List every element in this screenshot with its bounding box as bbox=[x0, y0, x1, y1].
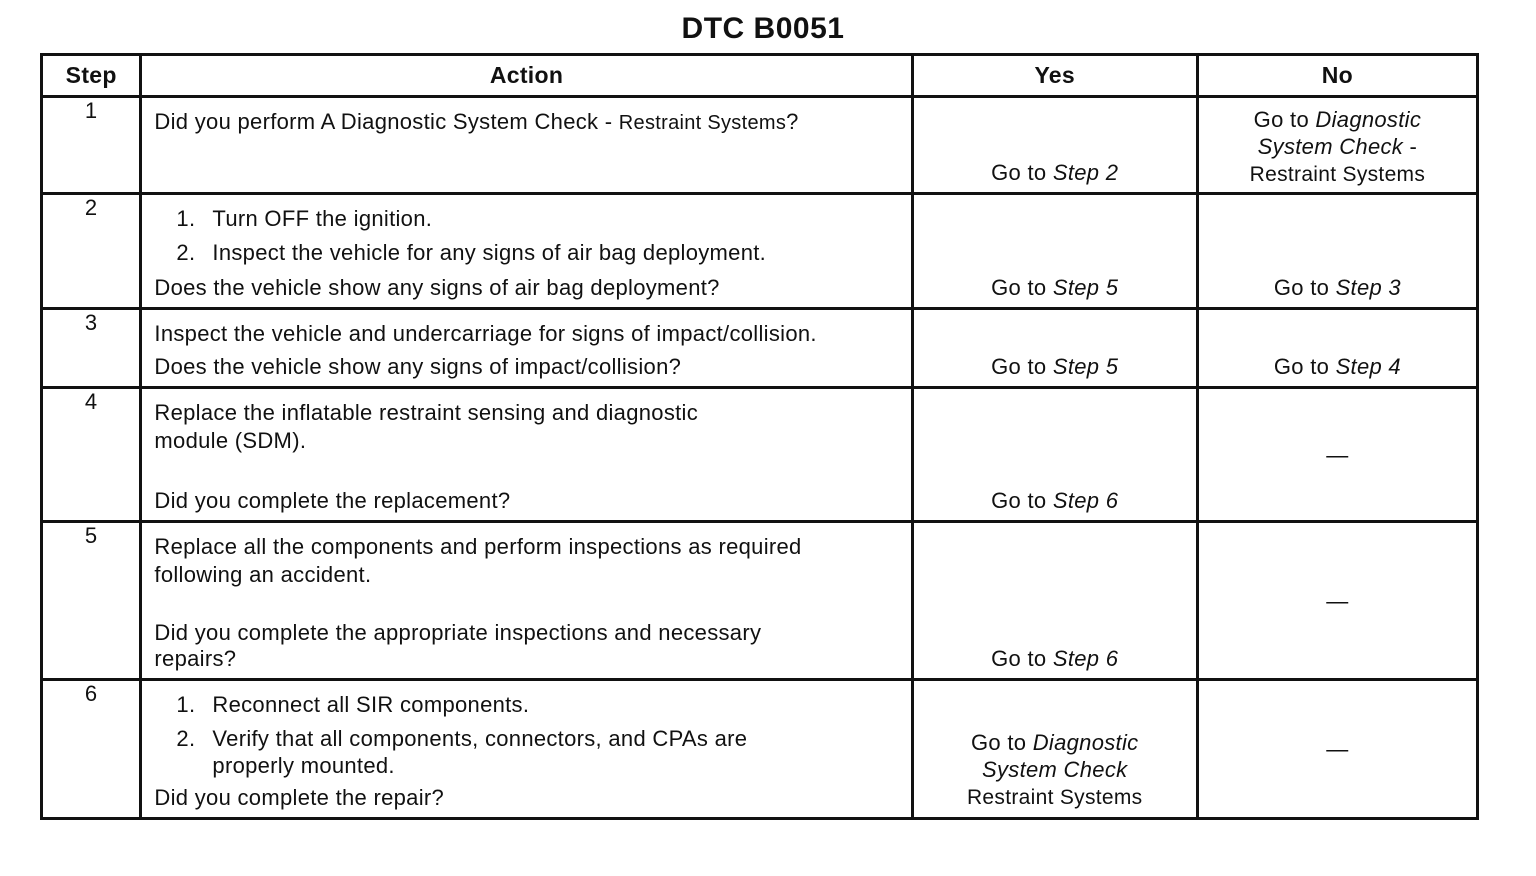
step-link[interactable]: Step 5 bbox=[1052, 275, 1119, 300]
action-text: Replace the inflatable restraint sensing and diagnostic module (SDM). bbox=[154, 400, 699, 453]
page-title: DTC B0051 bbox=[681, 12, 845, 45]
step-link[interactable]: Step 6 bbox=[1052, 646, 1119, 671]
header-yes: Yes bbox=[912, 55, 1197, 97]
diagnostic-link[interactable]: Diagnostic bbox=[1032, 730, 1139, 755]
no-cell bbox=[1197, 309, 1477, 388]
action-text: Replace all the components and perform inspections as required following an accident. bbox=[154, 534, 802, 587]
no-cell bbox=[1197, 97, 1477, 194]
action-cell bbox=[141, 309, 912, 388]
yes-cell bbox=[912, 194, 1197, 309]
action-list bbox=[154, 691, 898, 753]
table-header-row bbox=[42, 55, 1478, 97]
list-item: 1. Reconnect all SIR components. bbox=[176, 692, 530, 717]
step-number: 6 bbox=[42, 680, 141, 819]
system-check-link[interactable]: System Check bbox=[982, 757, 1128, 782]
step-number: 3 bbox=[42, 309, 141, 388]
action-cell bbox=[141, 97, 912, 194]
yes-cell bbox=[912, 97, 1197, 194]
step-number: 4 bbox=[42, 388, 141, 522]
table-row bbox=[42, 522, 1478, 680]
action-question: Does the vehicle show any signs of impact/collision? bbox=[154, 354, 682, 379]
no-result: Go to Step 3 bbox=[1273, 275, 1401, 300]
action-question: Did you complete the replacement? bbox=[154, 488, 511, 513]
table-row bbox=[42, 388, 1478, 522]
action-text: Inspect the vehicle and undercarriage for signs of impact/collision. bbox=[154, 321, 817, 346]
header-action: Action bbox=[141, 55, 912, 97]
yes-result: Go to Step 2 bbox=[991, 160, 1119, 185]
system-check-link[interactable]: System Check bbox=[1257, 134, 1404, 159]
no-cell bbox=[1197, 680, 1477, 819]
action-cell bbox=[141, 522, 912, 680]
action-cell bbox=[141, 194, 912, 309]
no-result-dash: — bbox=[1326, 588, 1349, 613]
yes-cell bbox=[912, 388, 1197, 522]
no-cell bbox=[1197, 388, 1477, 522]
list-item: 2. Verify that all components, connectors, and CPAs are bbox=[176, 726, 748, 751]
yes-result: Go to Step 5 bbox=[991, 354, 1119, 379]
list-item: 2. Inspect the vehicle for any signs of air bag deployment. bbox=[176, 240, 767, 265]
no-cell bbox=[1197, 194, 1477, 309]
step-link[interactable]: Step 2 bbox=[1052, 160, 1119, 185]
diagnostic-link[interactable]: Diagnostic bbox=[1315, 107, 1422, 132]
header-step: Step bbox=[42, 55, 141, 97]
action-text: Did you perform A Diagnostic System Check - Restraint Systems? bbox=[154, 109, 799, 134]
list-item: 1. Turn OFF the ignition. bbox=[176, 206, 433, 231]
step-number: 5 bbox=[42, 522, 141, 680]
yes-result: Go to Step 5 bbox=[991, 275, 1119, 300]
yes-cell bbox=[912, 680, 1197, 819]
yes-result: Go to Step 6 bbox=[991, 488, 1119, 513]
step-link[interactable]: Step 5 bbox=[1052, 354, 1119, 379]
table-row bbox=[42, 309, 1478, 388]
no-result: Go to Step 4 bbox=[1273, 354, 1401, 379]
action-question: Does the vehicle show any signs of air bag deployment? bbox=[154, 275, 720, 300]
action-cell bbox=[141, 680, 912, 819]
yes-cell bbox=[912, 522, 1197, 680]
action-cell bbox=[141, 388, 912, 522]
header-no: No bbox=[1197, 55, 1477, 97]
step-link[interactable]: Step 3 bbox=[1335, 275, 1401, 300]
step-link[interactable]: Step 4 bbox=[1335, 354, 1401, 379]
no-cell bbox=[1197, 522, 1477, 680]
yes-result: Go to Step 6 bbox=[991, 646, 1119, 671]
yes-result: Go to Diagnostic System Check Restraint Systems bbox=[966, 730, 1143, 809]
action-question: Did you complete the repair? bbox=[154, 785, 445, 810]
no-result-dash: — bbox=[1326, 442, 1349, 467]
list-item-continuation: properly mounted. bbox=[212, 753, 395, 778]
table-row bbox=[42, 680, 1478, 819]
no-result: Go to Diagnostic System Check - Restraint Systems bbox=[1249, 107, 1426, 186]
table-row bbox=[42, 194, 1478, 309]
step-link[interactable]: Step 6 bbox=[1052, 488, 1119, 513]
no-result-dash: — bbox=[1326, 736, 1349, 762]
action-question: Did you complete the appropriate inspections and necessary repairs? bbox=[154, 620, 762, 671]
diagnostic-table bbox=[40, 53, 1479, 820]
action-list bbox=[154, 205, 898, 267]
step-number: 2 bbox=[42, 194, 141, 309]
yes-cell bbox=[912, 309, 1197, 388]
table-row bbox=[42, 97, 1478, 194]
step-number: 1 bbox=[42, 97, 141, 194]
